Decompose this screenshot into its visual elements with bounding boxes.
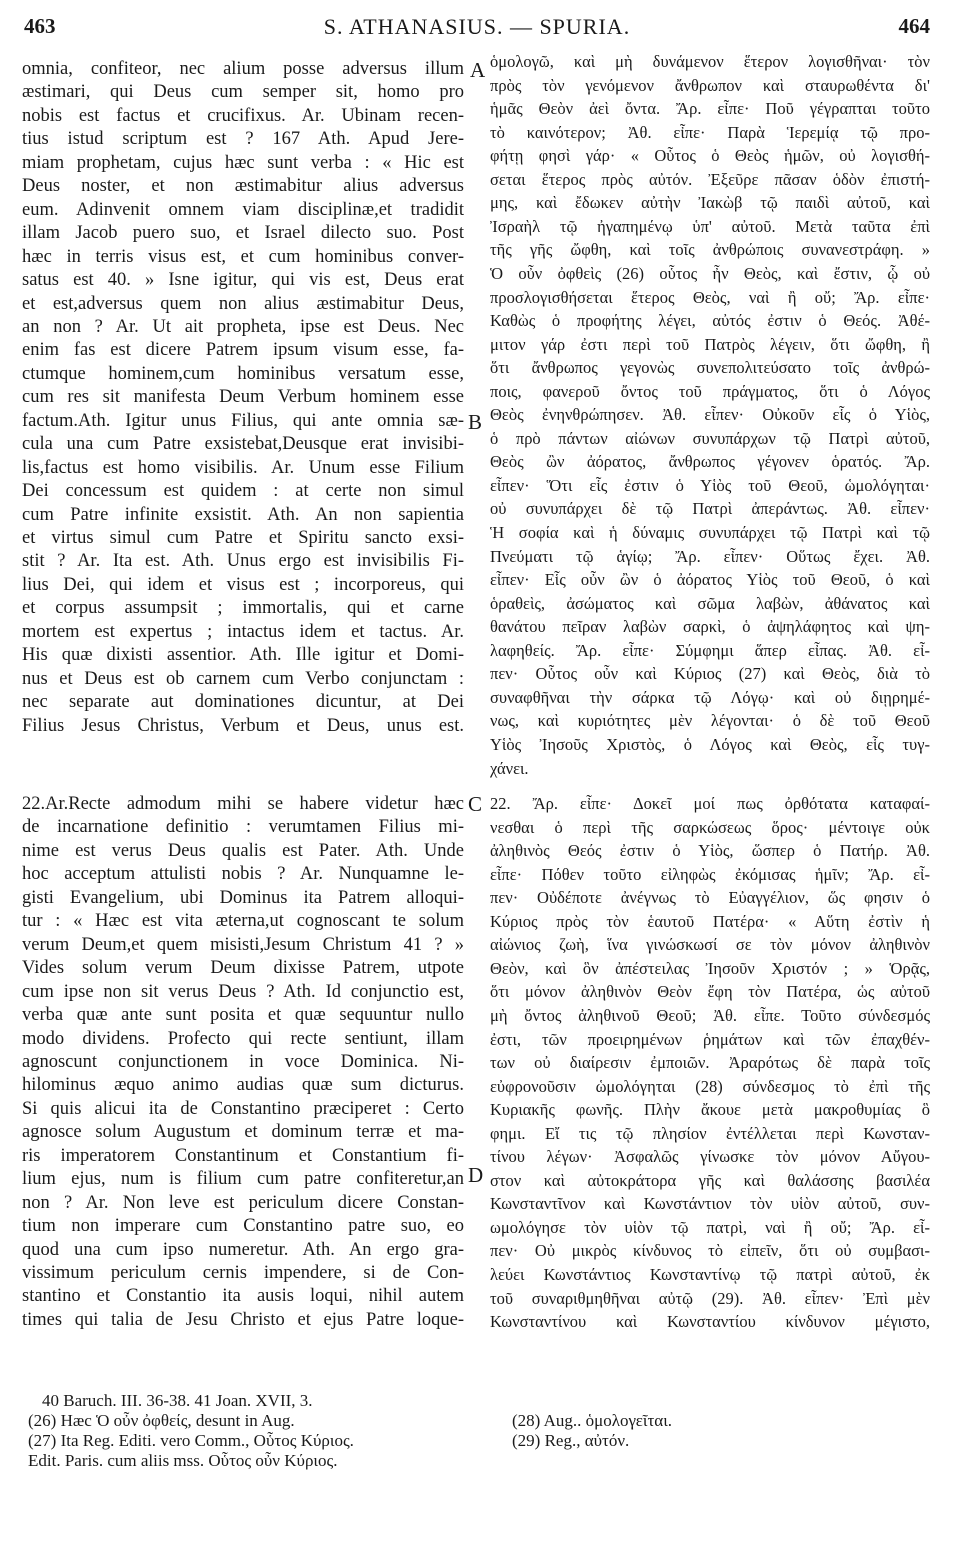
text-line: αἰώνιος ζωὴ, ἵνα γινώσκωσί σε τὸν μόνον ἀληθινὸν	[490, 935, 930, 955]
text-line: cum Patre infinite exsistit. Ath. An non sapientia	[22, 504, 464, 525]
text-line: nus et Deus est ob carnem cum Verbo conjunctam :	[22, 668, 464, 689]
text-line: πεν· Οὐδέποτε ἀνέγνως τὸ Εὐαγγέλιον, ὥς φησιν ὁ	[490, 888, 930, 908]
text-line: cum res sit manifesta Deum Verbum hominem esse	[22, 387, 464, 408]
text-line: τὸ καινότερον; Ἀθ. εἶπε· Παρὰ Ἱερεμίᾳ τῷ προ-	[490, 122, 930, 142]
variant-note-29: (29) Reg., αὐτόν.	[512, 1431, 630, 1450]
text-line: stit ? Ar. Ita est. Ath. Unus ergo est invisibilis Fi-	[22, 551, 464, 572]
text-line: Κύριος πρὸς τὸν ἑαυτοῦ Πατέρα· « Αὕτη ἐστὶν ἡ	[490, 911, 930, 931]
text-line: nec separate aut dominationes dicuntur, at Dei	[22, 692, 464, 713]
text-line: quod una cum ipso numeretur. Ath. An ergo gra-	[22, 1239, 464, 1260]
text-line: satus est 40. » Isne igitur, qui vis est, Deus erat	[22, 270, 464, 291]
margin-marker-a: A	[470, 58, 486, 82]
text-line: τίνου λέγων· Ἀσφαλῶς γίνωσκε τὸν μόνον Αὔγου-	[490, 1147, 930, 1167]
text-line: ris imperatorem Constantinum et Constantium fi-	[22, 1145, 464, 1166]
text-line: Πνεύματι τῷ ἁγίῳ; Ἄρ. εἶπεν· Οὕτως ἔχει. Ἀθ.	[490, 546, 930, 566]
text-line: εὐφρονοῦσιν ὡμολόγηται (28) σύνδεσμος τὸ ἐπὶ τῆς	[490, 1076, 930, 1096]
text-line: πεν· Οὗτος οὖν καὶ Κύριος (27) καὶ Θεὸς, διὰ τὸ	[490, 664, 930, 684]
text-line: tius istud scriptum est ? 167 Ath. Apud Jere-	[22, 129, 464, 150]
text-line: et virtus simul cum Patre et Spiritu sancto exsi-	[22, 528, 464, 548]
text-line: λεύει Κωνστάντιος Κωνσταντίνῳ τῷ πατρὶ αὐτοῦ, ἐκ	[490, 1265, 930, 1284]
text-line: 22.Ar.Recte admodum mihi se habere videtur hæc	[22, 794, 464, 814]
text-line: 22. Ἄρ. εἶπε· Δοκεῖ μοί πως ὀρθότατα καταφαί-	[490, 794, 930, 813]
text-line: Θεὸς ἐνηνθρώπησεν. Ἀθ. εἶπεν· Οὐκοῦν εἷς ὁ Υἱὸς,	[490, 405, 930, 425]
text-line: nobis est factus et crucifixus. Ar. Ubinam recen-	[22, 105, 464, 126]
text-line: Κωνσταντῖνον καὶ Κωνστάντιον τὸν υἱὸν αὐτοῦ, συν-	[490, 1194, 930, 1214]
text-line: tium non imperare cum Constantino patre suo, eo	[22, 1216, 464, 1237]
text-line: nime est verus Deus qualis est Pater. Ath. Unde	[22, 840, 464, 861]
text-line: ποις, φανεροῦ ὄντος τοῦ πράγματος, ὅτι ὁ Λόγος	[490, 381, 930, 401]
text-line: cum ipse non sit verus Deus ? Ath. Id conjunctio est,	[22, 981, 464, 1002]
text-line: agnosce solum Augustum et dominum terræ et ma-	[22, 1122, 464, 1143]
text-line: μὴ ὄντος ἀληθινοῦ Θεοῦ; Ἀθ. εἶπε. Τοῦτο σύνδεσμός	[490, 1005, 930, 1025]
text-line: εἶπε· Πόθεν τοῦτο εἰληφὼς ἐκόμισας ἡμῖν; Ἄρ. εἶ-	[490, 864, 930, 884]
text-line: Vides solum verum Deum dixisse Patrem, utpote	[22, 958, 464, 979]
text-line: ἡμᾶς Θεὸν ἀεὶ ὄντα. Ἄρ. εἶπε· Ποῦ γέγραπται τοῦτο	[490, 99, 930, 119]
text-line: de incarnatione definitio : verumtamen Filius mi-	[22, 817, 464, 838]
text-line: φημι. Εἴ τις τῷ πλησίον ἐντέλλεται περὶ Κωνσταν-	[490, 1123, 930, 1143]
scripture-references: 40 Baruch. III. 36-38. 41 Joan. XVII, 3.	[42, 1391, 313, 1410]
text-line: Κωνσταντίνου καὶ Κωνσταντίου κίνδυνον μέγιστο,	[490, 1312, 930, 1332]
text-line: Κυριακῆς φωνῆς. Πλὴν ἄκουε μετὰ μακροθυμίας ὃ	[490, 1100, 930, 1120]
text-line: προσλογισθήσεται ἕτερος Θεὸς, ναὶ ἢ οὔ; Ἄρ. εἶπε·	[490, 287, 930, 307]
text-line: illam Jacob puero suo, et Israel dilecto suo. Post	[22, 223, 464, 244]
text-line: ctumque hominem,cum hominibus versatum esse,	[22, 363, 464, 384]
text-line: ὅτι ἄνθρωπος γεγονὼς συνεπολιτεύσατο τοῖς ἀνθρώ-	[490, 358, 930, 378]
text-line: hoc acceptum attulisti nobis ? Ar. Nunquamne le-	[22, 864, 464, 885]
text-line: lis,factus est homo visibilis. Ar. Unum esse Filium	[22, 457, 464, 478]
variant-note-27: (27) Ita Reg. Editi. vero Comm., Οὗτος Κύριος.	[28, 1431, 354, 1450]
left-page-number: 463	[24, 14, 56, 38]
variant-note-27-cont: Edit. Paris. cum aliis mss. Οὗτος οὖν Κύριος.	[28, 1451, 338, 1470]
text-line: Si quis alicui ita de Constantino præciperet : Certo	[22, 1098, 464, 1119]
variant-note-26: (26) Hæc Ὁ οὖν ὀφθείς, desunt in Aug.	[28, 1411, 295, 1430]
text-line: agnoscunt conjunctionem in voce Dominica. Ni-	[22, 1051, 464, 1072]
text-line: νεσθαι ὁ περὶ τῆς σαρκώσεως ὅρος· μέντοιγε οὐκ	[490, 817, 930, 837]
text-line: æstimari, qui Deus cum semper sit, homo pro	[22, 82, 464, 103]
text-line: et est,adversus quem non alius æstimabitur Deus,	[22, 293, 464, 314]
text-line: εἶπεν· Ὅτι εἷς ἐστιν ὁ Υἱὸς τοῦ Θεοῦ, ὡμολόγηται·	[490, 475, 930, 495]
margin-marker-b: B	[468, 410, 483, 434]
text-line: πρὸς τὸν γενόμενον ἄνθρωπον καὶ σταυρωθέντα δι'	[490, 75, 930, 95]
text-line: His quæ dixisti assentior. Ath. Ille igitur et Domi-	[22, 645, 464, 666]
text-line: θανάτου πεῖραν λαβὼν σαρκὶ, ὁ ἀψηλάφητος καὶ ψη-	[490, 617, 930, 637]
text-line: μιτον γάρ ἐστι περὶ τοῦ Πατρὸς λέγειν, ὅτι ὤφθη, ἢ	[490, 334, 930, 354]
text-line: πεν· Οὐ μικρὸς κίνδυνος τὸ εἰπεῖν, ὅτι οὐ συμβασι-	[490, 1241, 930, 1261]
text-line: Θεὸς ὢν ἀόρατος, ἄνθρωπος γέγονεν ὁρατός. Ἄρ.	[490, 452, 930, 472]
text-line: συναφθῆναι τὴν σάρκα τῷ Λόγῳ· καὶ οὐ διῃρημέ-	[490, 687, 930, 707]
text-line: Ὁ οὖν ὀφθεὶς (26) οὗτος ἦν Θεὸς, καὶ ἔστιν, ᾧ οὐ	[490, 263, 930, 283]
text-line: vissimum periculum cernis impendere, si de Con-	[22, 1263, 464, 1283]
text-line: non ? Ar. Non leve est periculum dicere Constan-	[22, 1192, 464, 1213]
text-line: hæc in terris visus est, et cum hominibus conver-	[22, 246, 464, 267]
text-line: ὁ πρὸ πάντων αἰώνων συνυπάρχων τῷ Πατρὶ αὐτοῦ,	[490, 428, 930, 448]
text-line: οὐ συνυπάρχει δὲ τῷ Πατρὶ ἀπεράντως. Ἀθ. εἶπεν·	[490, 499, 930, 519]
text-line: ὁμολογῶ, καὶ μὴ δυνάμενον ἕτερον λογισθῆναι· τὸν	[490, 52, 930, 71]
text-line: cula una cum Patre exsistebat,Deusque erat invisibi-	[22, 434, 464, 455]
text-line: times qui talia de Jesu Christo et ejus Patre loque-	[22, 1309, 464, 1330]
text-line: ἐστι, τῶν προειρημένων ῥημάτων καὶ τῶν ἐπαχθέν-	[490, 1029, 930, 1049]
text-line: Θεὸν, καὶ ὃν ἀπέστειλας Ἰησοῦν Χριστόν ; » Ὁρᾷς,	[490, 958, 930, 978]
text-line: Ἰσραὴλ τῷ ἠγαπημένῳ ὑπ' αὐτοῦ. Μετὰ ταῦτα ἐπὶ	[490, 216, 930, 236]
text-line: eum. Adinvenit omnem viam disciplinæ,et tradidit	[22, 199, 464, 220]
text-line: mortem est expertus ; intactus idem et tactus. Ar.	[22, 621, 464, 642]
running-title: S. ATHANASIUS. — SPURIA.	[323, 14, 631, 39]
text-line: ωμολόγησε τὸν υἱὸν τῷ πατρὶ, ναὶ ἢ οὔ; Ἄρ. εἶ-	[490, 1217, 930, 1237]
text-line: Καθὼς ὁ προφήτης λέγει, αὐτός ἐστιν ὁ Θεός. Ἀθέ-	[490, 311, 930, 331]
text-line: μης, καὶ ἔδωκεν αὐτὴν Ἰακὼβ τῷ παιδὶ αὐτοῦ, καὶ	[490, 193, 930, 213]
text-line: χάνει.	[490, 758, 529, 778]
text-line: hilominus æquo animo audias quæ sum dicturus.	[22, 1075, 464, 1096]
margin-marker-c: C	[468, 792, 483, 816]
page-header	[24, 14, 930, 44]
text-line: Deus noster, et non æstimabitur alius adversus	[22, 176, 464, 197]
text-line: miam prophetam, cujus hæc sunt verba : « Hic est	[22, 152, 464, 173]
text-line: ὁραθεὶς, ἀσώματος καὶ σῶμα λαβὼν, ἀθάνατος καὶ	[490, 593, 930, 613]
variant-note-28: (28) Aug.. ὁμολογεῖται.	[512, 1411, 673, 1430]
text-line: νως, καὶ κυριότητες μὲν λέγονται· ὁ δὲ τοῦ Θεοῦ	[490, 711, 930, 731]
text-line: et corpus assumpsit ; immortalis, qui et carne	[22, 598, 464, 619]
right-page-number: 464	[898, 14, 930, 38]
text-line: modo dividens. Profecto qui recte sentiunt, illam	[22, 1028, 464, 1049]
text-line: omnia, confiteor, nec alium posse adversus illum	[22, 59, 464, 79]
text-line: factum.Ath. Igitur unus Filius, qui ante omnia sæ-	[22, 410, 464, 431]
text-line: ὅτι μόνον ἀληθινὸν Θεὸν ἔφη τὸν Πατέρα, ὡς αὐτοῦ	[490, 982, 930, 1002]
text-line: λαφηθείς. Ἄρ. εἶπε· Σύμφημι ἅπερ εἶπας. Ἀθ. εἶ-	[490, 640, 930, 660]
text-line: verum Deum,et quem misisti,Jesum Christum 41 ? »	[22, 934, 464, 955]
text-line: Filius Jesus Christus, Verbum et Deus, unus est.	[22, 715, 464, 736]
text-line: των οὐ διαίρεσιν ἐμποιῶν. Ἀραρότως δὲ παρὰ τοῖς	[490, 1053, 930, 1073]
text-line: verba quæ ante sunt posita et quæ sequuntur nullo	[22, 1005, 464, 1026]
text-line: lium ejus, num is filium cum patre confiteretur,an	[22, 1169, 464, 1190]
text-line: στον καὶ αὐτοκράτορα γῆς καὶ θαλάσσης βασιλέα	[490, 1170, 930, 1190]
text-line: an non ? Ar. Ut ait propheta, ipse est Deus. Nec	[22, 316, 464, 337]
text-line: ἀληθινὸς Θεός ἐστιν ὁ Υἱὸς, ὥσπερ ὁ Πατήρ. Ἀθ.	[490, 841, 930, 861]
text-line: lius Dei, qui idem et visus est ; incorporeus, qui	[22, 574, 464, 595]
text-line: Υἱὸς Ἰησοῦς Χριστὸς, ὁ Λόγος καὶ Θεὸς, εἷς τυγ-	[490, 734, 930, 754]
text-line: tur : « Hæc est vita æterna,ut cognoscant te solum	[22, 911, 464, 932]
text-line: εἶπεν· Εἷς οὖν ὢν ὁ ἀόρατος Υἱὸς τοῦ Θεοῦ, ὁ καὶ	[490, 570, 930, 590]
text-line: Dei concessum est quidem : at certe non simul	[22, 481, 464, 502]
text-line: φήτῃ φησὶ γάρ· « Οὗτος ὁ Θεὸς ἡμῶν, οὐ λογισθή-	[490, 146, 930, 166]
text-line: τῆς γῆς ὤφθη, καὶ τοῖς ἀνθρώποις συνανεστράφη. »	[490, 240, 930, 260]
text-line: gisti Evangelium, ubi Dominus ita Patrem alloqui-	[22, 887, 464, 908]
margin-marker-d: D	[468, 1163, 484, 1187]
text-line: enim fas est dicere Patrem ipsum visum esse, fa-	[22, 340, 464, 361]
text-line: σεται ἕτερος πρὸς αὐτόν. Ἐξεῦρε πᾶσαν ὁδὸν ἐπιστή-	[490, 169, 930, 189]
text-line: Ἡ σοφία καὶ ἡ δύναμις συνυπάρχει τῷ Πατρὶ καὶ τῷ	[490, 523, 930, 542]
text-line: τοῦ συναριθμηθῆναι αὐτῷ (29). Ἀθ. εἶπεν· Ἐπὶ μὲν	[490, 1288, 930, 1308]
text-line: stantino et Constantio ita ausis loqui, nihil autem	[22, 1286, 464, 1307]
